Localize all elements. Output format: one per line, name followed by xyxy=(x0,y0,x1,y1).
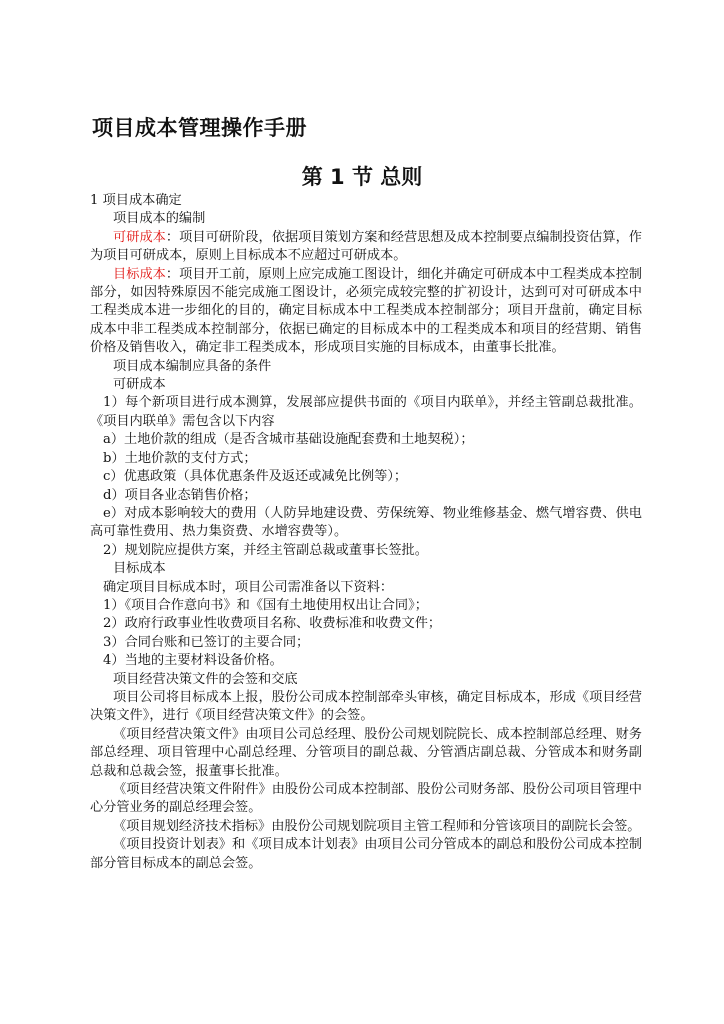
heading-1-2: 项目成本编制应具备的条件 xyxy=(113,358,272,374)
feasibility-cost-label: 可研成本 xyxy=(113,229,166,245)
list-item: 1）《项目合作意向书》和《国有土地使用权出让合同》； xyxy=(103,597,428,613)
paragraph: 《项目规划经济技术指标》由股份公司规划院项目主管工程师和分管该项目的副院长会签。 xyxy=(113,818,641,834)
paragraph-feasibility-cost xyxy=(90,229,642,266)
list-item: 3）合同台账和已签订的主要合同； xyxy=(103,634,310,650)
subheading-target: 目标成本 xyxy=(113,561,166,577)
list-item: 2）规划院应提供方案，并经主管副总裁或董事长签批。 xyxy=(103,542,428,558)
list-item: d）项目各业态销售价格； xyxy=(103,487,257,503)
section-title: 第 1 节 总则 xyxy=(301,165,423,189)
list-item: 4）当地的主要材料设备价格。 xyxy=(103,653,283,669)
heading-1-3: 项目经营决策文件的会签和交底 xyxy=(113,671,298,687)
heading-1: 1 项目成本确定 xyxy=(90,193,182,208)
paragraph-target-cost xyxy=(90,266,642,358)
document-body xyxy=(90,192,642,873)
paragraph: 项目公司将目标成本上报，股份公司成本控制部牵头审核，确定目标成本，形成《项目经营决策文件》，进行《项目经营决策文件》的会签。 xyxy=(90,689,642,724)
target-intro: 确定项目目标成本时，项目公司需准备以下资料： xyxy=(103,579,394,595)
subheading-feasibility: 可研成本 xyxy=(113,377,166,393)
feasibility-cost-text: ：项目可研阶段，依据项目策划方案和经营思想及成本控制要点编制投资估算，作为项目可研成本，原则上目标成本不应超过可研成本。 xyxy=(90,229,642,264)
target-cost-label: 目标成本 xyxy=(113,266,166,282)
paragraph: 《项目投资计划表》和《项目成本计划表》由项目公司分管成本的副总和股份公司成本控制部分管目标成本的副总会签。 xyxy=(90,837,642,871)
list-item: c）优惠政策（具体优惠条件及返还或减免比例等）； xyxy=(103,469,408,485)
list-item: a）土地价款的组成（是否含城市基础设施配套费和土地契税）； xyxy=(103,432,474,448)
paragraph: 《项目经营决策文件附件》由股份公司成本控制部、股份公司财务部、股份公司项目管理中心分管业务的副总经理会签。 xyxy=(90,782,642,816)
list-item: e）对成本影响较大的费用（人防异地建设费、劳保统筹、物业维修基金、燃气增容费、供电高可靠性费用、热力集资费、水增容费等）。 xyxy=(90,505,642,540)
paragraph: 《项目经营决策文件》由项目公司总经理、股份公司规划院院长、成本控制部总经理、财务部总经理、项目管理中心副总经理、分管项目的副总裁、分管酒店副总裁、分管成本和财务副总裁和总裁会签，报董事长批准。 xyxy=(90,726,642,779)
list-item: b）土地价款的支付方式； xyxy=(103,450,257,466)
document-title: 项目成本管理操作手册 xyxy=(92,116,307,140)
list-item: 1）每个新项目进行成本测算，发展部应提供书面的《项目内联单》，并经主管副总裁批准。《项目内联单》需包含以下内容 xyxy=(90,395,642,429)
target-cost-text: ：项目开工前，原则上应完成施工图设计，细化并确定可研成本中工程类成本控制部分，如因特殊原因不能完成施工图设计，必须完成较完整的扩初设计，达到可对可研成本中工程类成本进一步细化的目的，确定目标成本中工程类成本控制部分；项目开盘前，确定目标成本中非工程类成本控制部分，依据已确定的目标成本中的工程类成本和项目的经营期、销售价格及销售收入，确定非工程类成本，形成项目实施的目标成本，由董事长批准。 xyxy=(90,266,642,356)
heading-1-1: 项目成本的编制 xyxy=(113,211,206,227)
list-item: 2）政府行政事业性收费项目名称、收费标准和收费文件； xyxy=(103,616,442,632)
